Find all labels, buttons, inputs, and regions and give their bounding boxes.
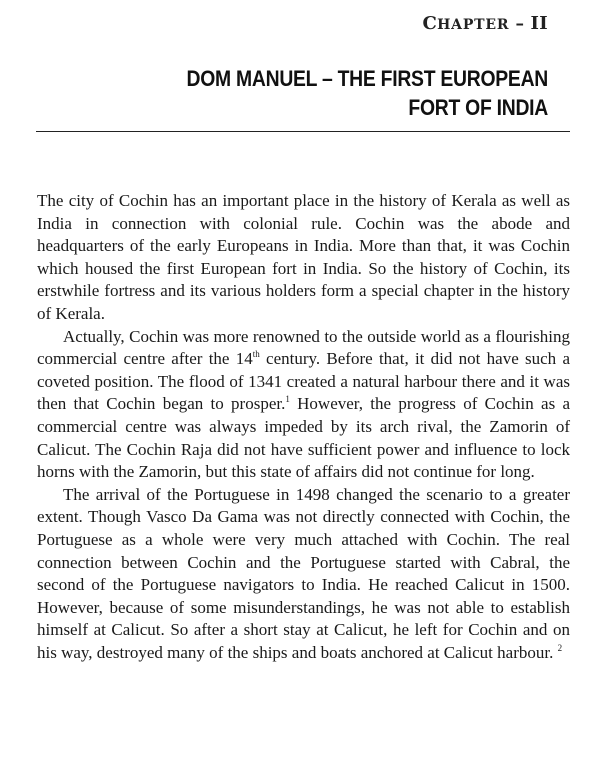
chapter-title — [143, 64, 548, 122]
footnote-ref-1: 1 — [285, 394, 290, 405]
chapter-label-rest: HAPTER — [437, 17, 510, 33]
paragraph-2-part-b: century. Before that, it did not have such a coveted position. The flood of 1341 created a natural harbour there and it was then that Cochin began to prosper. — [37, 349, 570, 414]
paragraph-3 — [37, 484, 570, 665]
ordinal-suffix: th — [252, 349, 260, 360]
chapter-label — [423, 13, 549, 34]
chapter-title-line-2: FORT OF INDIA — [408, 95, 548, 120]
chapter-number: II — [530, 13, 548, 34]
body-text — [37, 190, 570, 664]
paragraph-2-part-c: However, the progress of Cochin as a commercial centre was always impeded by its arch rival, the Zamorin of Calicut. The Cochin Raja did not have sufficient power and influence to lock horns with the Zamorin, but this state of affairs did not continue for long. — [37, 394, 571, 482]
paragraph-3-text: The arrival of the Portuguese in 1498 changed the scenario to a greater extent. Though Vasco Da Gama was not directly connected with Cochin, the Portuguese as a whole were very much attached with Cochin. The real connection between Cochin and the Portuguese started with Cabral, the second of the Portuguese navigators to India. He reached Calicut in 1500. However, because of some misunderstandings, he was not able to establish himself at Calicut. So after a short stay at Calicut, he left for Cochin and on his way, destroyed many of the ships and boats anchored at Calicut harbour. — [37, 484, 570, 662]
chapter-label-initial: C — [422, 13, 438, 34]
paragraph-1: The city of Cochin has an important place in the history of Kerala as well as India in connection with colonial rule. Cochin was the abode and headquarters of the early Europeans in India. More than that, it was Cochin which housed the first European fort in India. So the history of Cochin, its erstwhile fortress and its various holders form a special chapter in the history of Kerala. — [37, 191, 570, 323]
chapter-separator: – — [509, 14, 531, 34]
chapter-title-line-1: DOM MANUEL – THE FIRST EUROPEAN — [186, 66, 549, 91]
title-divider — [36, 131, 570, 132]
paragraph-2 — [37, 326, 570, 484]
paragraph-2-part-a: Actually, Cochin was more renowned to the outside world as a flourishing commercial centre after the 14 — [37, 326, 570, 369]
footnote-ref-2: 2 — [557, 642, 563, 653]
